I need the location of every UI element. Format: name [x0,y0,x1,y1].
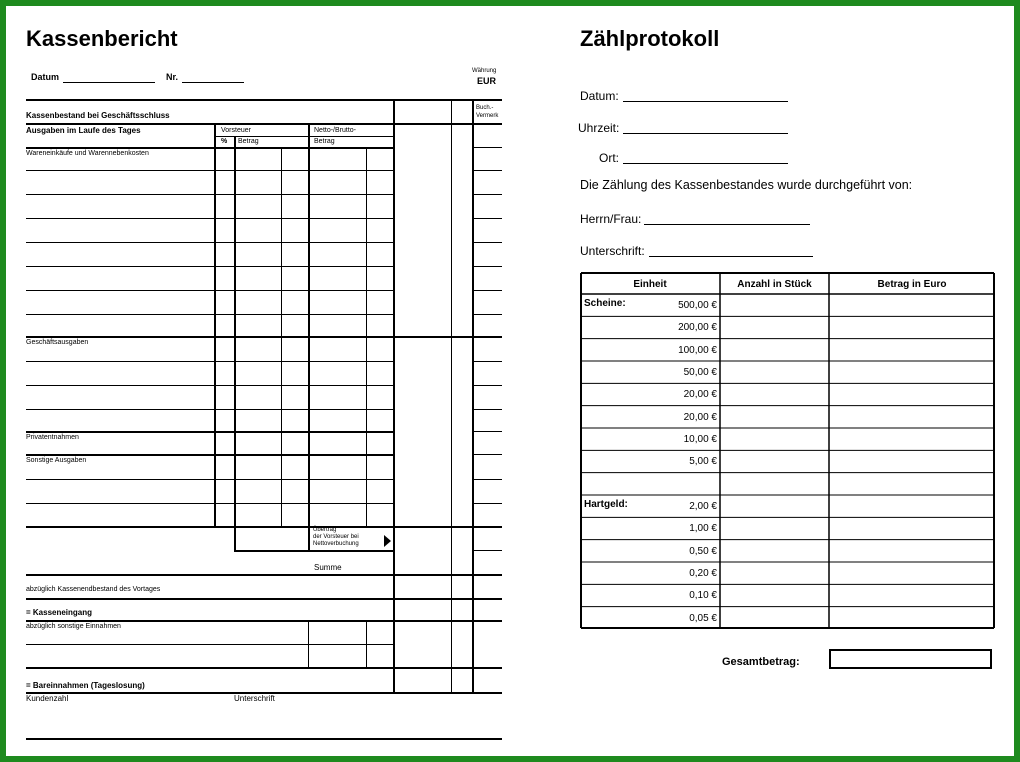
betrag-cell[interactable] [830,608,993,628]
vermerk-tick [472,290,502,291]
gesamtbetrag-label: Gesamtbetrag: [722,656,800,668]
section-rule [26,454,394,456]
table-row [580,607,995,629]
table-row [580,473,995,495]
vorsteuer-sub-rule [214,136,394,137]
zp-unterschrift-field[interactable] [649,256,813,257]
anzahl-cell[interactable] [721,295,828,315]
anzahl-cell[interactable] [721,518,828,538]
betrag-cell[interactable] [830,496,993,516]
vermerk-tick [472,431,502,432]
zp-unterschrift-label: Unterschrift: [580,244,645,258]
vermerk-tick [472,550,502,551]
gesamtbetrag-field[interactable] [829,649,992,669]
header-bottom-rule [26,147,394,149]
zp-header-einheit: Einheit [633,279,667,290]
betrag-cell[interactable] [830,474,993,494]
unterschrift-label-left: Unterschrift [234,694,275,703]
col-line-vorsteuer [234,137,236,552]
col-line-vermerk [472,100,474,693]
anzahl-cell[interactable] [721,362,828,382]
zp-herr-frau-label: Herrn/Frau: [580,212,642,226]
section-rule [26,336,502,338]
waehrung-label: Währung [472,68,497,74]
table-row [580,562,995,584]
betrag-cell[interactable] [830,541,993,561]
abzueglich-vortag-label: abzüglich Kassenendbestand des Vortages [26,586,161,593]
anzahl-cell[interactable] [721,340,828,360]
betrag-cell[interactable] [830,585,993,605]
kasseneingang-label: = Kasseneingang [26,608,93,617]
sonstige-ausgaben-label: Sonstige Ausgaben [26,457,87,464]
zaehl-table [580,272,995,629]
arrow-right-icon [384,535,391,547]
table-row [580,383,995,405]
zp-uhrzeit-label: Uhrzeit: [578,121,620,135]
col-line-main [393,100,395,693]
denomination-group-label: Scheine: [584,298,626,309]
denomination-value: 200,00 € [678,322,717,334]
vorsteuer-betrag-label: Betrag [238,138,259,145]
table-row [580,517,995,539]
anzahl-cell[interactable] [721,451,828,471]
col-line-netto-cents-lower [366,620,367,668]
betrag-cell[interactable] [830,451,993,471]
ausgaben-label: Ausgaben im Laufe des Tages [26,126,141,135]
col-line-main-cents [451,100,452,693]
table-row [580,495,995,517]
row-line [26,314,394,315]
col-line-netto-lower [308,620,309,668]
table-row [580,540,995,562]
vermerk-tick [472,454,502,455]
summe-rule [26,574,502,576]
anzahl-cell[interactable] [721,474,828,494]
uebertrag-bottom-rule [234,550,394,552]
betrag-cell[interactable] [830,429,993,449]
zp-ort-label: Ort: [599,151,619,165]
col-line-netto-cents [366,148,367,527]
vermerk-tick [472,361,502,362]
row-line [26,242,394,243]
denomination-value: 100,00 € [678,344,717,356]
zp-header-betrag: Betrag in Euro [877,279,947,290]
row-line [26,218,394,219]
vermerk-tick [472,266,502,267]
kasseneingang-rule [26,620,502,622]
denomination-value: 1,00 € [689,523,717,535]
buch-vermerk-label: Buch.-Vermerk [476,105,499,119]
anzahl-cell[interactable] [721,407,828,427]
prozent-label: % [221,138,228,145]
vermerk-tick [472,170,502,171]
betrag-cell[interactable] [830,340,993,360]
uebertrag-line3: Nettoverbuchung [313,541,359,547]
vortag-rule [26,598,502,600]
kundenzahl-label: Kundenzahl [26,694,69,703]
table-top-rule [26,99,502,101]
denomination-value: 10,00 € [683,434,717,445]
betrag-cell[interactable] [830,317,993,337]
zaehlprotokoll-title: Zählprotokoll [580,26,720,51]
sonstige-rule [26,667,502,669]
denomination-value: 50,00 € [683,367,717,378]
row-line [26,194,394,195]
vorsteuer-label: Vorsteuer [221,127,251,134]
zp-uhrzeit-field[interactable] [623,133,788,134]
vermerk-tick [472,314,502,315]
table-row [580,406,995,428]
zp-datum-field[interactable] [623,101,788,102]
vermerk-tick [472,242,502,243]
denomination-value: 0,20 € [689,568,717,579]
uebertrag-text [313,527,359,548]
denomination-value: 2,00 € [689,501,717,512]
table-row [580,339,995,361]
betrag-cell[interactable] [830,407,993,427]
denomination-value: 0,05 € [689,612,717,624]
table-row [580,361,995,383]
denomination-value: 0,50 € [689,545,717,557]
row-line [26,170,394,171]
table-row [580,316,995,338]
vermerk-tick [472,385,502,386]
waehrung-value: EUR [477,76,497,86]
uebertrag-line1: Übertrag [313,527,337,533]
row-line [26,290,394,291]
vermerk-tick [472,479,502,480]
section-rule [26,526,502,528]
row-line [26,644,394,645]
anzahl-cell[interactable] [721,585,828,605]
anzahl-cell[interactable] [721,429,828,449]
vermerk-tick [472,503,502,504]
kassenbericht-title: Kassenbericht [26,26,178,51]
denomination-group-label: Hartgeld: [584,499,628,510]
betrag-cell[interactable] [830,518,993,538]
zp-statement: Die Zählung des Kassenbestandes wurde durchgeführt von: [580,178,913,192]
section-rule [26,431,394,433]
col-line-percent [214,125,216,527]
table-row [580,584,995,606]
row-line [26,361,394,362]
col-line-vorsteuer-cents [281,148,282,527]
zp-ort-field[interactable] [623,163,788,164]
datum-label: Datum [31,72,60,82]
row-line [26,385,394,386]
anzahl-cell[interactable] [721,317,828,337]
abzueglich-sonstige-label: abzüglich sonstige Einnahmen [26,623,121,630]
row-line [26,479,394,480]
anzahl-cell[interactable] [721,608,828,628]
anzahl-cell[interactable] [721,541,828,561]
denomination-value: 500,00 € [678,300,717,311]
datum-field[interactable] [63,82,155,83]
anzahl-cell[interactable] [721,563,828,583]
denomination-value: 20,00 € [683,389,717,401]
table-row [580,450,995,472]
vermerk-tick [472,409,502,410]
netto-brutto-label: Netto-/Brutto- [314,127,357,134]
anzahl-cell[interactable] [721,384,828,404]
zp-datum-label: Datum: [580,89,619,103]
privatentnahmen-label: Privatentnahmen [26,434,79,441]
kassenbestand-label: Kassenbestand bei Geschäftsschluss [26,111,170,120]
row-line [26,409,394,410]
table-row [580,428,995,450]
row-line [26,503,394,504]
betrag-cell[interactable] [830,295,993,315]
bareinnahmen-label: = Bareinnahmen (Tageslosung) [26,681,145,690]
rule-kassenbestand-b [26,124,502,125]
nr-field[interactable] [182,82,244,83]
geschaeftsausgaben-label: Geschäftsausgaben [26,339,89,346]
denomination-value: 0,10 € [689,590,717,602]
table-row [580,294,995,316]
vermerk-tick [472,194,502,195]
denomination-value: 20,00 € [683,411,717,423]
vermerk-tick [472,218,502,219]
wareneinkaeufe-label: Wareneinkäufe und Warennebenkosten [26,150,149,157]
row-line [26,266,394,267]
betrag-cell[interactable] [830,384,993,404]
signature-rule [26,738,502,740]
nr-label: Nr. [166,72,179,82]
zp-herr-frau-field[interactable] [644,224,810,225]
uebertrag-line2: der Vorsteuer bei [313,534,359,540]
vermerk-tick [472,147,502,148]
betrag-cell[interactable] [830,362,993,382]
denomination-value: 5,00 € [689,456,717,468]
col-line-netto [308,125,310,552]
betrag-cell[interactable] [830,563,993,583]
anzahl-cell[interactable] [721,496,828,516]
summe-label: Summe [314,563,342,572]
zp-header-anzahl: Anzahl in Stück [737,279,812,290]
netto-betrag-label: Betrag [314,138,335,145]
